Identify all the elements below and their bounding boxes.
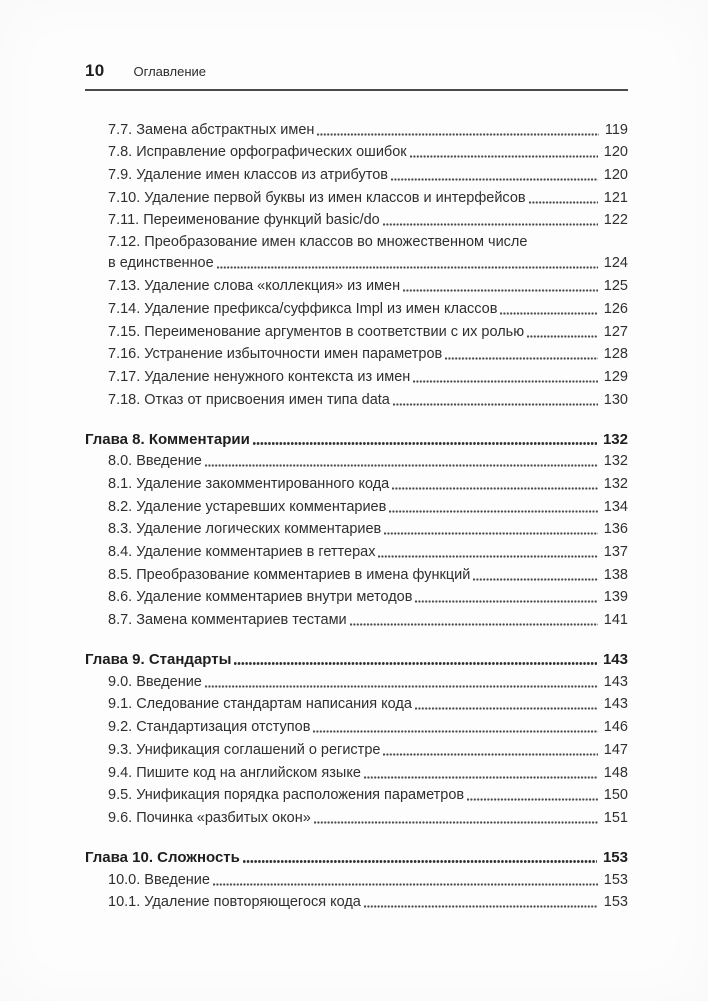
dot-leader [205, 685, 598, 688]
entry-title: 8.5. Преобразование комментариев в имена функций [108, 566, 471, 583]
entry-title: 9.3. Унификация соглашений о регистре [108, 741, 381, 758]
dot-leader [473, 578, 597, 581]
entry-title: 8.4. Удаление комментариев в геттерах [108, 544, 376, 560]
toc-group [85, 117, 628, 410]
dot-leader [205, 464, 598, 467]
entry-page-number: 120 [603, 144, 628, 161]
entry-title: 9.4. Пишите код на английском языке [108, 764, 361, 781]
entry-title: 7.17. Удаление ненужного контекста из имен [108, 368, 411, 385]
entry-page-number: 128 [603, 346, 628, 363]
entry-title: 10.0. Введение [108, 871, 210, 888]
entry-title: 7.13. Удаление слова «коллекция» из имен [108, 278, 401, 295]
entry-page-number: 138 [603, 566, 628, 583]
toc-entry [85, 342, 628, 365]
toc-entry [85, 867, 628, 890]
entry-page-number: 151 [603, 809, 628, 826]
running-head [85, 61, 628, 91]
toc-entry [85, 737, 628, 760]
entry-title: 8.6. Удаление комментариев внутри методов [108, 589, 413, 606]
entry-title: 10.1. Удаление повторяющегося кода [108, 894, 361, 911]
entry-page-number: 153 [603, 871, 628, 888]
entry-page-number: 147 [603, 741, 628, 758]
toc-entry [85, 890, 628, 913]
entry-title: 7.15. Переименование аргументов в соответствии с их ролью [108, 323, 525, 340]
toc-entry [85, 296, 628, 319]
dot-leader [213, 883, 598, 886]
dot-leader [527, 335, 598, 338]
chapter-page-number: 143 [602, 651, 628, 669]
entry-title: 8.7. Замена комментариев тестами [108, 612, 347, 629]
chapter-title: Глава 8. Комментарии [85, 430, 250, 448]
entry-title: 7.10. Удаление первой буквы из имен классов и интерфейсов [108, 189, 526, 206]
toc-entry [85, 449, 628, 472]
dot-leader [415, 600, 597, 603]
entry-page-number: 130 [603, 391, 628, 408]
entry-title: 7.7. Замена абстрактных имен [108, 121, 315, 138]
dot-leader [378, 555, 597, 558]
dot-leader [314, 821, 598, 824]
entry-page-number: 134 [603, 498, 628, 515]
entry-page-number: 150 [603, 787, 628, 804]
toc-entry [85, 585, 628, 608]
toc-group [85, 645, 628, 828]
toc-entry-line1 [108, 230, 628, 252]
toc-entry [85, 669, 628, 692]
dot-leader [403, 289, 598, 292]
toc-entry [85, 364, 628, 387]
entry-title: 9.0. Введение [108, 673, 202, 690]
toc-entry [85, 162, 628, 185]
toc-entry [85, 805, 628, 828]
toc-entry [85, 140, 628, 163]
entry-page-number: 143 [603, 696, 628, 713]
dot-leader [391, 178, 598, 181]
running-head-title: Оглавление [133, 64, 206, 79]
dot-leader [317, 133, 598, 136]
chapter-title: Глава 10. Сложность [85, 848, 240, 866]
dot-leader [350, 623, 598, 626]
folio-page-number: 10 [85, 61, 105, 80]
dot-leader [234, 662, 597, 665]
toc-entry [85, 714, 628, 737]
dot-leader [393, 403, 598, 406]
toc-entry [85, 208, 628, 231]
entry-page-number: 139 [603, 589, 628, 606]
dot-leader [243, 860, 597, 863]
entry-page-number: 127 [603, 323, 628, 340]
entry-page-number: 146 [603, 719, 628, 736]
entry-page-number: 121 [603, 189, 628, 206]
toc-group [85, 425, 628, 631]
toc-entry [85, 539, 628, 562]
toc-entry [85, 517, 628, 540]
dot-leader [389, 510, 597, 513]
entry-title: 7.8. Исправление орфографических ошибок [108, 144, 407, 161]
toc-entry [85, 387, 628, 410]
dot-leader [529, 201, 598, 204]
entry-page-number: 136 [603, 521, 628, 538]
entry-page-number: 125 [603, 278, 628, 295]
entry-page-number: 129 [603, 368, 628, 385]
toc-entry [85, 607, 628, 630]
toc-entry [85, 692, 628, 715]
toc-chapter-row [85, 645, 628, 669]
dot-leader [217, 266, 598, 269]
entry-title: 7.16. Устранение избыточности имен параметров [108, 346, 443, 363]
entry-page-number: 122 [603, 212, 628, 229]
dot-leader [253, 442, 597, 445]
dot-leader [384, 532, 598, 535]
dot-leader [364, 776, 598, 779]
dot-leader [500, 312, 597, 315]
entry-title: 7.14. Удаление префикса/суффикса Impl из имен классов [108, 300, 498, 317]
toc-entry [85, 319, 628, 342]
toc-entry-line2 [108, 252, 628, 274]
entry-title: 9.6. Починка «разбитых окон» [108, 809, 311, 826]
toc-chapter-row [85, 425, 628, 449]
toc-chapter-row [85, 843, 628, 867]
dot-leader [392, 487, 598, 490]
toc-entry [85, 273, 628, 296]
chapter-title: Глава 9. Стандарты [85, 651, 232, 669]
entry-title: 8.0. Введение [108, 453, 202, 470]
entry-title: 9.5. Унификация порядка расположения параметров [108, 787, 465, 804]
dot-leader [383, 223, 598, 226]
entry-title: 8.2. Удаление устаревших комментариев [108, 498, 387, 515]
chapter-page-number: 153 [602, 848, 628, 866]
entry-page-number: 132 [603, 475, 628, 492]
entry-page-number: 132 [603, 453, 628, 470]
entry-page-number: 141 [603, 612, 628, 629]
dot-leader [445, 357, 598, 360]
toc-group [85, 843, 628, 912]
entry-title: 9.1. Следование стандартам написания кода [108, 696, 412, 713]
entry-page-number: 148 [603, 764, 628, 781]
toc-entry [85, 494, 628, 517]
entry-title: 9.2. Стандартизация отступов [108, 719, 311, 736]
toc-entry [85, 471, 628, 494]
toc-entry-multiline [85, 230, 628, 273]
entry-title: 8.1. Удаление закомментированного кода [108, 475, 390, 492]
toc-entry [85, 117, 628, 140]
dot-leader [313, 730, 597, 733]
entry-title: 7.11. Переименование функций basic/do [108, 212, 380, 229]
toc-entry [85, 783, 628, 806]
chapter-page-number: 132 [602, 430, 628, 448]
toc-entry [85, 760, 628, 783]
entry-page-number: 126 [603, 300, 628, 317]
entry-title: 7.9. Удаление имен классов из атрибутов [108, 167, 389, 184]
toc-entry [85, 185, 628, 208]
entry-page-number: 120 [603, 167, 628, 184]
entry-page-number: 124 [603, 255, 628, 272]
entry-page-number: 153 [603, 894, 628, 911]
dot-leader [413, 380, 597, 383]
entry-title: 7.18. Отказ от присвоения имен типа data [108, 391, 390, 408]
entry-title: 7.12. Преобразование имен классов во множественном числе [108, 233, 528, 250]
entry-title-continued: в единственное [108, 255, 214, 272]
entry-page-number: 143 [603, 673, 628, 690]
toc [85, 91, 628, 912]
dot-leader [415, 707, 598, 710]
entry-page-number: 119 [604, 121, 628, 138]
dot-leader [467, 798, 598, 801]
entry-title: 8.3. Удаление логических комментариев [108, 521, 382, 538]
dot-leader [364, 905, 598, 908]
dot-leader [410, 155, 598, 158]
dot-leader [383, 753, 597, 756]
entry-page-number: 137 [603, 544, 628, 560]
toc-entry [85, 562, 628, 585]
